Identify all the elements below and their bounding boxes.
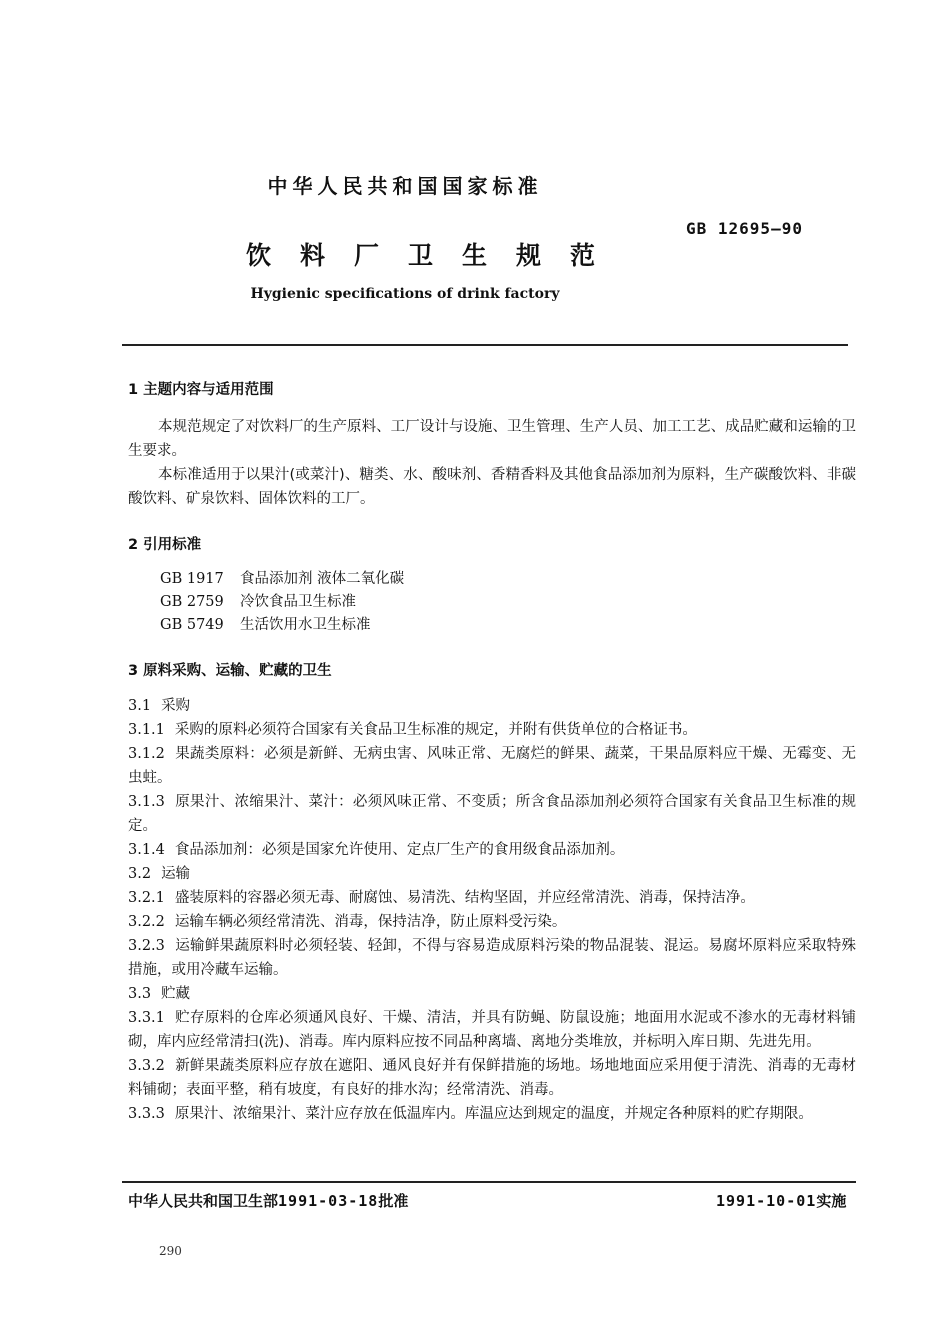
section-1 <box>128 378 856 511</box>
clause <box>128 742 856 790</box>
section-heading: 1 主题内容与适用范围 <box>128 382 274 398</box>
reference-code: GB 1917 <box>160 571 224 587</box>
clause-number: 3.3.1 <box>128 1010 165 1026</box>
clause-text: 采购的原料必须符合国家有关食品卫生标准的规定，并附有供货单位的合格证书。 <box>174 722 697 738</box>
clause-text: 运输鲜果蔬原料时必须轻装、轻卸，不得与容易造成原料污染的物品混装、混运。易腐坏原料应采取特殊措施，或用冷藏车运输。 <box>128 938 856 978</box>
reference-code: GB 2759 <box>160 594 224 610</box>
implementation-suffix: 实施 <box>816 1192 847 1210</box>
clause-number: 3.1.2 <box>128 746 165 762</box>
document-title: 饮料厂卫生规范 <box>246 241 625 270</box>
implementation-line <box>716 1190 846 1211</box>
clause <box>128 886 856 910</box>
reference-name: 冷饮食品卫生标准 <box>240 594 356 610</box>
approver: 中华人民共和国卫生部 <box>128 1192 279 1210</box>
footer-divider <box>122 1181 856 1183</box>
approve-date: 1991-03-18 <box>278 1192 379 1210</box>
clause <box>128 982 856 1006</box>
section-heading: 2 引用标准 <box>128 537 202 553</box>
clause <box>128 910 856 934</box>
clause-number: 3.3.2 <box>128 1058 165 1074</box>
reference-list <box>128 568 856 637</box>
clause <box>128 862 856 886</box>
standard-number: GB 12695—90 <box>686 219 803 238</box>
reference-item <box>128 614 856 637</box>
reference-name: 食品添加剂 液体二氧化碳 <box>240 571 405 587</box>
document-body <box>128 378 856 1126</box>
section-2 <box>128 533 856 637</box>
reference-item <box>128 591 856 614</box>
clause-text: 运输车辆必须经常清洗、消毒，保持洁净，防止原料受污染。 <box>174 914 567 930</box>
english-title: Hygienic specifications of drink factory <box>250 286 560 302</box>
section-heading: 3 原料采购、运输、贮藏的卫生 <box>128 663 332 679</box>
clause-text: 盛装原料的容器必须无毒、耐腐蚀、易清洗、结构坚固，并应经常清洗、消毒，保持洁净。 <box>174 890 755 906</box>
approve-suffix: 批准 <box>378 1192 409 1210</box>
approval-line <box>128 1190 408 1211</box>
clause-text: 原果汁、浓缩果汁、菜汁：必须风味正常、不变质；所含食品添加剂必须符合国家有关食品卫生标准的规定。 <box>128 794 856 834</box>
implementation-date: 1991-10-01 <box>716 1192 817 1210</box>
clause-text: 贮藏 <box>161 986 191 1002</box>
clause-text: 果蔬类原料：必须是新鲜、无病虫害、风味正常、无腐烂的鲜果、蔬菜，干果品原料应干燥、无霉变、无虫蛀。 <box>128 746 856 786</box>
clause <box>128 1006 856 1054</box>
section-3 <box>128 659 856 1126</box>
clause-text: 贮存原料的仓库必须通风良好、干燥、清洁，并具有防蝇、防鼠设施；地面用水泥或不渗水的无毒材料铺砌，库内应经常清扫(洗)、消毒。库内原料应按不同品种离墙、离地分类堆放，并标明入库日期、先进先用。 <box>128 1010 856 1050</box>
paragraph: 本标准适用于以果汁(或菜汁)、糖类、水、酸味剂、香精香料及其他食品添加剂为原料，生产碳酸饮料、非碳酸饮料、矿泉饮料、固体饮料的工厂。 <box>128 467 856 507</box>
clause-number: 3.3 <box>128 986 152 1002</box>
reference-item <box>128 568 856 591</box>
clause-text: 运输 <box>161 866 191 882</box>
page-number: 290 <box>159 1244 182 1258</box>
clause-number: 3.2.2 <box>128 914 165 930</box>
clause <box>128 718 856 742</box>
clause-number: 3.1.1 <box>128 722 165 738</box>
clause <box>128 1102 856 1126</box>
clause-text: 食品添加剂：必须是国家允许使用、定点厂生产的食用级食品添加剂。 <box>174 842 625 858</box>
paragraph: 本规范规定了对饮料厂的生产原料、工厂设计与设施、卫生管理、生产人员、加工工艺、成品贮藏和运输的卫生要求。 <box>128 419 856 459</box>
clause <box>128 1054 856 1102</box>
reference-name: 生活饮用水卫生标准 <box>240 617 371 633</box>
clause-number: 3.2.3 <box>128 938 165 954</box>
national-standard-heading: 中华人民共和国国家标准 <box>267 174 543 198</box>
clause-number: 3.2 <box>128 866 152 882</box>
reference-code: GB 5749 <box>160 617 224 633</box>
clause-number: 3.1.4 <box>128 842 165 858</box>
clause <box>128 838 856 862</box>
clause <box>128 694 856 718</box>
clause-text: 采购 <box>161 698 191 714</box>
clause-text: 原果汁、浓缩果汁、菜汁应存放在低温库内。库温应达到规定的温度，并规定各种原料的贮存期限。 <box>174 1106 813 1122</box>
header-divider <box>122 344 848 346</box>
clause-number: 3.1.3 <box>128 794 165 810</box>
clause <box>128 934 856 982</box>
clause-number: 3.2.1 <box>128 890 165 906</box>
clause-number: 3.1 <box>128 698 152 714</box>
clause-number: 3.3.3 <box>128 1106 165 1122</box>
clause-text: 新鲜果蔬类原料应存放在遮阳、通风良好并有保鲜措施的场地。场地地面应采用便于清洗、消毒的无毒材料铺砌；表面平整，稍有坡度，有良好的排水沟；经常清洗、消毒。 <box>128 1058 856 1098</box>
clause <box>128 790 856 838</box>
